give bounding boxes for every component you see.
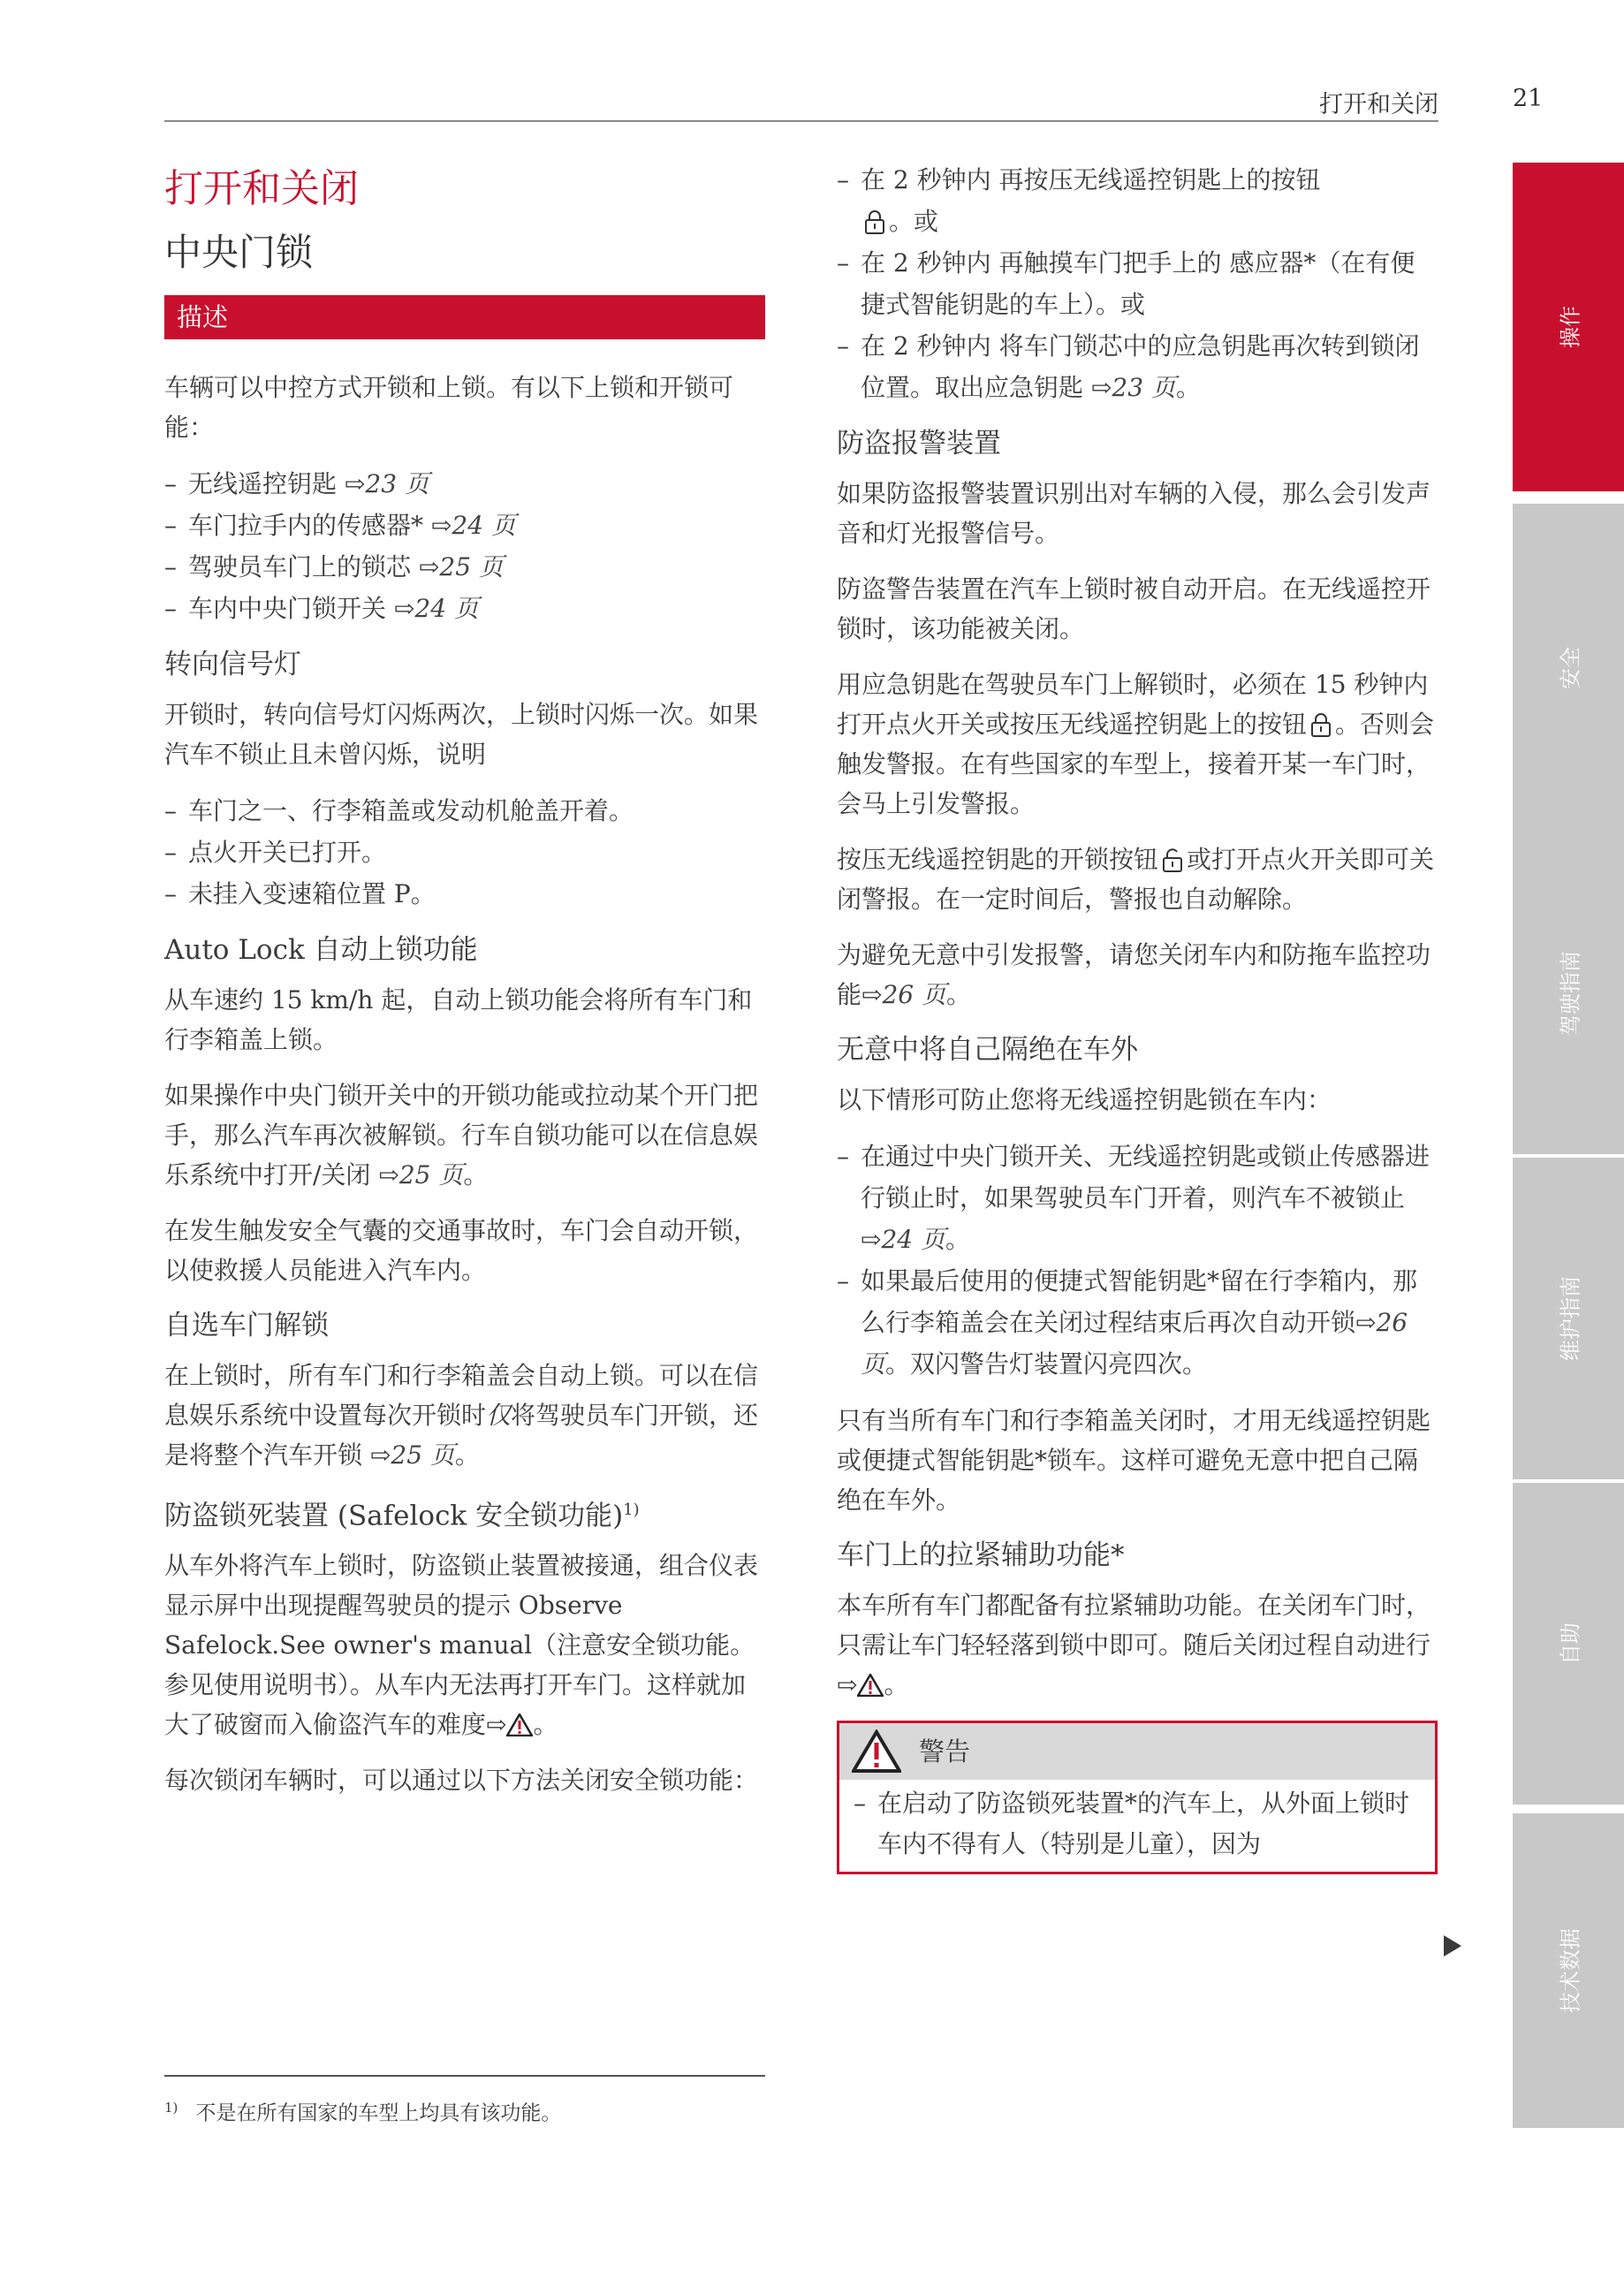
warning-list (854, 1783, 1421, 1865)
section-bar: 描述 (164, 295, 765, 339)
page-ref[interactable]: 24 页 (414, 594, 479, 623)
safelock-text-2: 每次锁闭车辆时，可以通过以下方法关闭安全锁功能： (164, 1766, 759, 1796)
warning-triangle-icon[interactable] (506, 1713, 533, 1736)
footnote-mark: 1) (164, 2100, 178, 2116)
text-span: 如果操作中央门锁开关中的开锁功能或拉动某个开门把手，那么汽车再次被解锁。行车自锁功能可以在信息娱乐系统中打开/关闭 (164, 1081, 759, 1189)
unlock-button-icon (1162, 847, 1183, 873)
alarm-text-1: 如果防盗报警装置识别出对车辆的入侵，那么会引发声音和灯光报警信号。 (837, 479, 1431, 548)
emphasis: 仅 (486, 1401, 512, 1430)
list-item-text: 无线遥控钥匙 (188, 469, 345, 498)
lockout-heading: 无意中将自己隔绝在车外 (837, 1034, 1138, 1066)
tab-label: 技术数据 (1558, 1928, 1583, 2013)
right-column (837, 159, 1438, 1874)
text-span: 。否则会触发警报。在有些国家的车型上，接着开某一车门时，会马上引发警报。 (837, 710, 1435, 818)
lockout-text-2: 只有当所有车门和行李箱盖关闭时，才用无线遥控钥匙或便捷式智能钥匙*锁车。这样可避免无意中把自己隔绝在车外。 (837, 1406, 1431, 1515)
safelock-text-1 (164, 1546, 765, 1744)
list-item (837, 1260, 1438, 1385)
lock-button-icon (864, 209, 885, 235)
lockout-intro: 以下情形可防止您将无线遥控钥匙锁在车内： (837, 1085, 1332, 1114)
text-span: 。 (463, 1160, 489, 1189)
text-span: 或打开点火开关即可关闭警报。在一定时间后，警报也自动解除。 (837, 845, 1435, 914)
header-rule (164, 120, 1438, 122)
header-title: 打开和关闭 (1319, 91, 1438, 118)
text-span: 从车外将汽车上锁时，防盗锁止装置被接通，组合仪表显示屏中出现提醒驾驶员的提示 Observe Safelock.See owner's manual（注意安全锁功能。参见使用说明书）。从车内无法再打开车门。这样就加大了破窗而入偷盗汽车的难度 (164, 1551, 759, 1740)
list-item (164, 588, 765, 629)
safelock-heading (164, 1491, 765, 1535)
warning-box (837, 1721, 1438, 1874)
footnote-rule (164, 2075, 765, 2077)
alarm-text-4 (837, 840, 1438, 919)
autolock-text-1: 从车速约 15 km/h 起，自动上锁功能会将所有车门和行李箱盖上锁。 (164, 985, 753, 1054)
text-span: 。或 (889, 207, 939, 236)
list-item: – 点火开关已打开。 (164, 832, 765, 873)
text-span: 。 (1175, 373, 1201, 402)
arrow-icon: ⇨ (837, 1670, 858, 1699)
safelock-methods-list (837, 159, 1438, 408)
intro-text: 车辆可以中控方式开锁和上锁。有以下上锁和开锁可能： (164, 373, 734, 442)
section-title: 中央门锁 (164, 231, 314, 274)
arrow-icon: ⇨ (861, 1225, 882, 1254)
text-span: 在 2 秒钟内 将车门锁芯中的应急钥匙再次转到锁闭位置。取出应急钥匙 (861, 331, 1420, 402)
page-number: 21 (1513, 85, 1544, 112)
chapter-title: 打开和关闭 (164, 166, 359, 211)
warning-body (839, 1780, 1435, 1872)
list-item: – 在启动了防盗锁死装置*的汽车上，从外面上锁时车内不得有人（特别是儿童），因为 (854, 1783, 1421, 1865)
tab-label: 驾驶指南 (1558, 951, 1583, 1036)
text-span: 在通过中央门锁开关、无线遥控钥匙或锁止传感器进行锁止时，如果驾驶员车门开着，则汽车不被锁止 (861, 1142, 1430, 1212)
page-ref[interactable]: 25 页 (439, 552, 504, 581)
tab-technical-data[interactable] (1513, 1813, 1624, 2128)
tab-label: 操作 (1558, 306, 1583, 348)
continue-arrow-icon[interactable] (1444, 1935, 1461, 1957)
selective-unlock-heading: 自选车门解锁 (164, 1310, 329, 1341)
selective-unlock-text (164, 1356, 765, 1475)
text-span: 用应急钥匙在驾驶员车门上解锁时，必须在 15 秒钟内打开点火开关或按压无线遥控钥匙上的按钮 (837, 670, 1429, 739)
tab-maintenance[interactable] (1513, 1158, 1624, 1479)
left-column (164, 159, 765, 1816)
soft-close-text (837, 1585, 1438, 1705)
text-span: 。 (945, 1225, 971, 1254)
text-span: 将驾驶员车门开锁，还是将整个汽车开锁 (164, 1401, 759, 1470)
text-span: 为避免无意中引发报警，请您关闭车内和防拖车监控功能 (837, 940, 1431, 1009)
page-ref[interactable]: 24 页 (881, 1225, 945, 1254)
tab-safety[interactable] (1513, 504, 1624, 832)
arrow-icon: ⇨ (1355, 1308, 1377, 1337)
page-ref[interactable]: 26 页 (861, 1308, 1408, 1379)
lock-button-icon (1310, 711, 1332, 738)
tab-driving[interactable] (1513, 832, 1624, 1154)
list-item (837, 325, 1438, 408)
tab-label: 安全 (1558, 647, 1583, 689)
list-item: – 未挂入变速箱位置 P。 (164, 873, 765, 915)
list-item (164, 505, 765, 546)
list-item-text: 车内中央门锁开关 (188, 594, 394, 623)
list-item: – 车门之一、行李箱盖或发动机舱盖开着。 (164, 790, 765, 832)
text-span: 如果最后使用的便捷式智能钥匙*留在行李箱内，那么行李箱盖会在关闭过程结束后再次自动开锁 (861, 1266, 1418, 1337)
turn-signal-list (164, 790, 765, 915)
autolock-text-3: 在发生触发安全气囊的交通事故时，车门会自动开锁，以使救援人员能进入汽车内。 (164, 1216, 759, 1285)
text-span: 按压无线遥控钥匙的开锁按钮 (837, 845, 1159, 874)
tab-label: 自助 (1558, 1622, 1583, 1665)
tab-operation[interactable] (1513, 163, 1624, 491)
text-span: 。 (946, 980, 972, 1009)
footnote-mark: 1) (623, 1501, 640, 1519)
autolock-text-2 (164, 1075, 765, 1195)
footnote-text: 不是在所有国家的车型上均具有该功能。 (195, 2101, 562, 2125)
lockout-list (837, 1136, 1438, 1385)
tab-self-help[interactable] (1513, 1483, 1624, 1805)
arrow-icon: ⇨ (393, 594, 415, 623)
alarm-text-5 (837, 935, 1438, 1014)
page-ref[interactable]: 23 页 (1112, 373, 1176, 402)
text-span: 。 (454, 1440, 480, 1470)
text-span: 在上锁时，所有车门和行李箱盖会自动上锁。可以在信息娱乐系统中设置每次开锁时 (164, 1361, 759, 1430)
list-item-text: 车门拉手内的传感器* (188, 511, 431, 540)
arrow-icon: ⇨ (486, 1710, 507, 1740)
page-ref[interactable]: 25 页 (391, 1440, 455, 1470)
warning-triangle-icon (852, 1729, 901, 1774)
list-item: – 在 2 秒钟内 再触摸车门把手上的 感应器*（在有便捷式智能钥匙的车上）。或 (837, 242, 1438, 325)
turn-signal-heading: 转向信号灯 (164, 649, 301, 680)
tab-label: 维护指南 (1558, 1276, 1583, 1361)
alarm-text-2: 防盗警告装置在汽车上锁时被自动开启。在无线遥控开锁时，该功能被关闭。 (837, 574, 1431, 643)
list-item-text: 驾驶员车门上的锁芯 (188, 552, 419, 581)
turn-signal-text: 开锁时，转向信号灯闪烁两次，上锁时闪烁一次。如果汽车不锁止且未曾闪烁，说明 (164, 700, 759, 769)
arrow-icon: ⇨ (861, 980, 883, 1009)
page-ref[interactable]: 26 页 (882, 980, 947, 1009)
arrow-icon: ⇨ (344, 469, 366, 498)
list-item (164, 463, 765, 505)
autolock-heading: Auto Lock 自动上锁功能 (164, 934, 478, 966)
text-span: 在 2 秒钟内 再按压无线遥控钥匙上的按钮 (861, 165, 1321, 194)
warning-triangle-icon[interactable] (857, 1674, 884, 1697)
arrow-icon: ⇨ (378, 1160, 399, 1189)
list-item (837, 159, 1438, 242)
text-span: 。 (533, 1710, 558, 1740)
footnote (164, 2093, 765, 2129)
arrow-icon: ⇨ (430, 511, 452, 540)
soft-close-heading: 车门上的拉紧辅助功能* (837, 1539, 1125, 1571)
alarm-text-3 (837, 665, 1438, 824)
page-ref[interactable]: 25 页 (398, 1160, 464, 1189)
page-ref[interactable]: 24 页 (452, 511, 516, 540)
page-ref[interactable]: 23 页 (365, 469, 429, 498)
alarm-heading: 防盗报警装置 (837, 428, 1001, 460)
warning-header (839, 1723, 1435, 1780)
warning-title: 警告 (919, 1736, 971, 1767)
arrow-icon: ⇨ (418, 552, 440, 581)
text-span: 。双闪警告灯装置闪亮四次。 (885, 1349, 1208, 1379)
text-span: 。 (884, 1670, 909, 1699)
list-item (837, 1136, 1438, 1260)
text-span: 本车所有车门都配备有拉紧辅助功能。在关闭车门时，只需让车门轻轻落到锁中即可。随后关闭过程自动进行 (837, 1591, 1431, 1660)
intro-list (164, 463, 765, 629)
arrow-icon: ⇨ (369, 1440, 391, 1470)
heading-text: 防盗锁死装置 (Safelock 安全锁功能) (164, 1500, 624, 1532)
list-item (164, 546, 765, 588)
arrow-icon: ⇨ (1090, 373, 1112, 402)
